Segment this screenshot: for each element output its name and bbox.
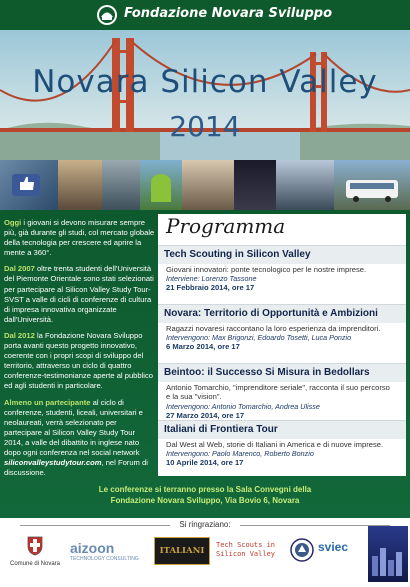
event-description: Antonio Tomarchio, "imprenditore seriale", racconta il suo percorso e la sua "vision". xyxy=(166,383,390,402)
photo-group-1 xyxy=(58,160,103,210)
venue-line-1: Le conferenze si terranno presso la Sala Convegni della xyxy=(98,485,312,494)
aizoon-logo: aizoon xyxy=(70,540,115,556)
event-date: 10 Aprile 2014, ore 17 xyxy=(166,458,244,468)
venue-line-2: Fondazione Novara Sviluppo, Via Bovio 6, Novara xyxy=(110,496,300,505)
sviec-logo: sviec xyxy=(318,540,349,554)
sponsor-aizoon xyxy=(70,540,144,562)
facebook-like-icon xyxy=(0,160,58,210)
photo-strip xyxy=(0,160,410,210)
event-title: Novara: Territorio di Opportunità e Ambizioni xyxy=(158,304,406,323)
programma-title: Programma xyxy=(166,214,286,238)
event-2 xyxy=(158,304,406,352)
social-network-link[interactable]: siliconvalleystudytour.com xyxy=(4,458,102,468)
event-1 xyxy=(158,245,406,293)
event-description: Dal West al Web, storie di Italiani in America e di nuove imprese. xyxy=(166,440,384,449)
venue-text xyxy=(0,484,410,506)
intro-paragraph-3: Dal 2012 la Fondazione Novara Sviluppo porta avanti questo progetto innovativo, coerente con i propri scopi di sviluppo del territorio, attraverso un ciclo di quattro conferenze-testimonianze aperte al pubblico ed agli studenti in particolare. xyxy=(4,330,154,391)
event-description: Giovani innovatori: ponte tecnologico per le nostre imprese. xyxy=(166,265,367,274)
italiani-logo: ITALIANI xyxy=(159,546,205,556)
sponsor-poster-image xyxy=(368,526,408,582)
sponsor-italiani xyxy=(154,537,210,565)
header-title: Fondazione Novara Sviluppo xyxy=(124,6,332,21)
university-seal-icon xyxy=(290,538,314,562)
event-speakers: Intervengono: Max Brigonzi, Edoardo Tosetti, Luca Ponzio xyxy=(166,333,352,343)
event-date: 27 Marzo 2014, ore 17 xyxy=(166,410,245,420)
photo-group-2 xyxy=(102,160,141,210)
bus-icon xyxy=(334,160,410,210)
event-title: Beintoo: il Successo Si Misura in Bedollars xyxy=(158,363,406,382)
sponsor-sviec xyxy=(318,540,348,554)
photo-group-3 xyxy=(182,160,235,210)
intro-text xyxy=(4,218,156,484)
city-skyline-icon xyxy=(368,526,408,582)
hero-year: 2014 xyxy=(169,110,241,143)
intro-paragraph-1: Oggi i giovani si devono misurare sempre più, già durante gli studi, col mercato globale della tecnologia per crescere ed aprire la mente a 360°. xyxy=(4,218,155,258)
event-3 xyxy=(158,363,406,421)
event-speakers: Interviene: Lorenzo Tassone xyxy=(166,274,257,284)
photo-android xyxy=(140,160,183,210)
android-icon xyxy=(140,160,182,210)
intro-paragraph-2: Dal 2007 oltre trenta studenti dell'Università del Piemonte Orientale sono stati selezionati per partecipare al Silicon Valley Study Tour-SVST a valle di cicli di conferenze di cultura di impresa innovativa organizzate dall'Università. xyxy=(4,264,154,324)
photo-bus xyxy=(334,160,410,210)
thanks-label: Si ringraziano: xyxy=(179,520,231,529)
coat-of-arms-icon xyxy=(27,536,43,556)
event-speakers: Intervengono: Paolo Marenco, Roberto Bonzio xyxy=(166,449,314,459)
photo-group-5 xyxy=(276,160,335,210)
event-4 xyxy=(158,420,406,468)
event-description: Ragazzi novaresi raccontano la loro esperienza da imprenditori. xyxy=(166,324,381,333)
aizoon-subtitle: TECHNOLOGY CONSULTING xyxy=(70,556,139,562)
sponsor-comune xyxy=(6,536,64,567)
event-title: Italiani di Frontiera Tour xyxy=(158,420,406,439)
hero-title: Novara Silicon Valley xyxy=(32,64,378,100)
hero-banner xyxy=(0,30,410,160)
event-title: Tech Scouting in Silicon Valley xyxy=(158,245,406,264)
fondazione-logo-icon xyxy=(96,4,118,26)
sponsor-tech-scouts: Tech Scouts in Silicon Valley xyxy=(216,541,276,558)
intro-paragraph-4: Almeno un partecipante al ciclo di conferenze, studenti, liceali, universitari e neolaureati, verrà selezionato per partecipare al Silicon Valley Study Tour 2014, a valle del dibattito in inglese nato dopo ogni conferenza nel social network siliconvalleystudytour.com, nel Forum di discussione. xyxy=(4,397,148,478)
photo-facebook xyxy=(0,160,59,210)
event-speakers: Intervengono: Antonio Tomarchio, Andrea Ulisse xyxy=(166,401,320,411)
photo-group-4 xyxy=(234,160,277,210)
sponsor-university xyxy=(290,538,314,567)
event-date: 6 Marzo 2014, ore 17 xyxy=(166,342,240,352)
comune-label: Comune di Novara xyxy=(9,561,61,567)
event-date: 21 Febbraio 2014, ore 17 xyxy=(166,283,255,293)
